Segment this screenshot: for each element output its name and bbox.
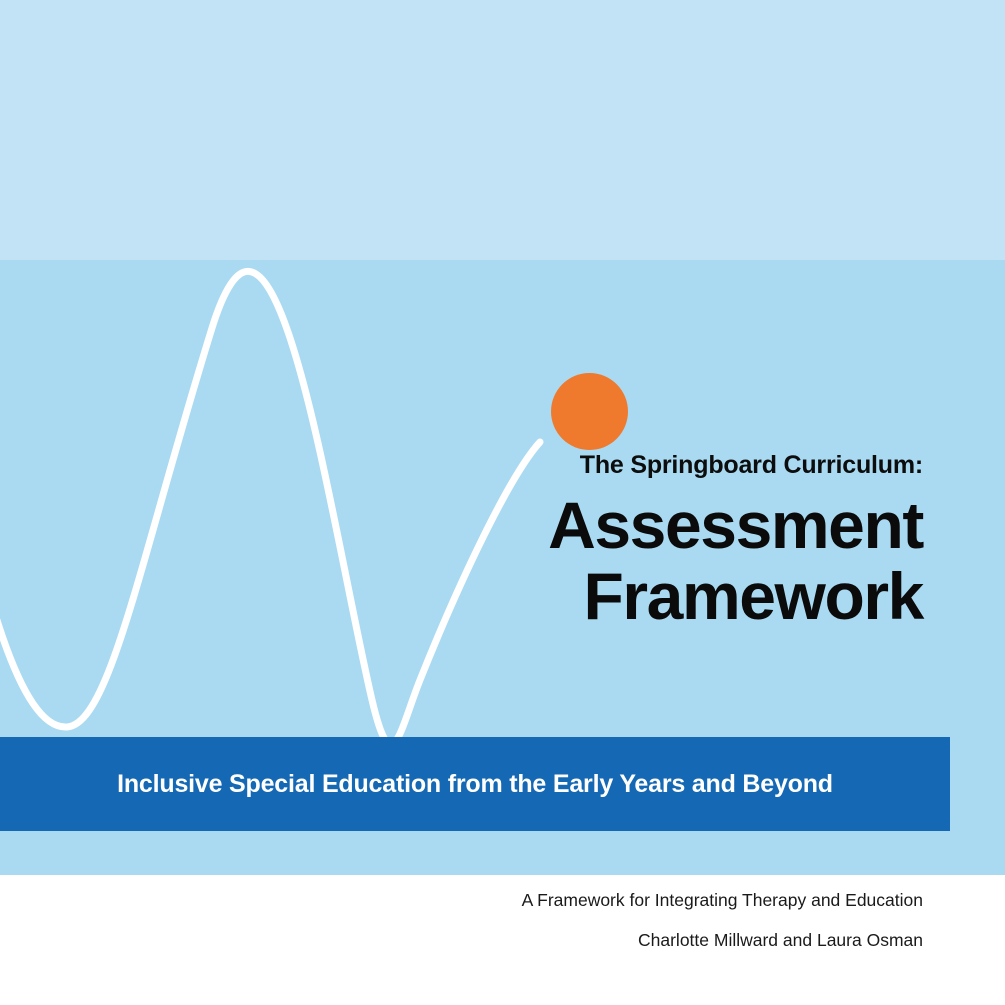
author-names: Charlotte Millward and Laura Osman	[638, 929, 923, 950]
series-title: The Springboard Curriculum:	[579, 451, 923, 479]
subtitle-banner	[0, 737, 950, 831]
top-color-band	[0, 0, 1005, 260]
subtitle-text: Inclusive Special Education from the Early Years and Beyond	[117, 769, 833, 798]
footer-tagline: A Framework for Integrating Therapy and Education	[521, 890, 923, 910]
page-title-line-2: Framework	[583, 559, 923, 634]
title-block	[223, 450, 923, 633]
page-title	[223, 490, 923, 633]
page-title-line-1: Assessment	[548, 488, 923, 562]
accent-dot-icon	[551, 373, 628, 450]
footer-block	[163, 892, 923, 949]
